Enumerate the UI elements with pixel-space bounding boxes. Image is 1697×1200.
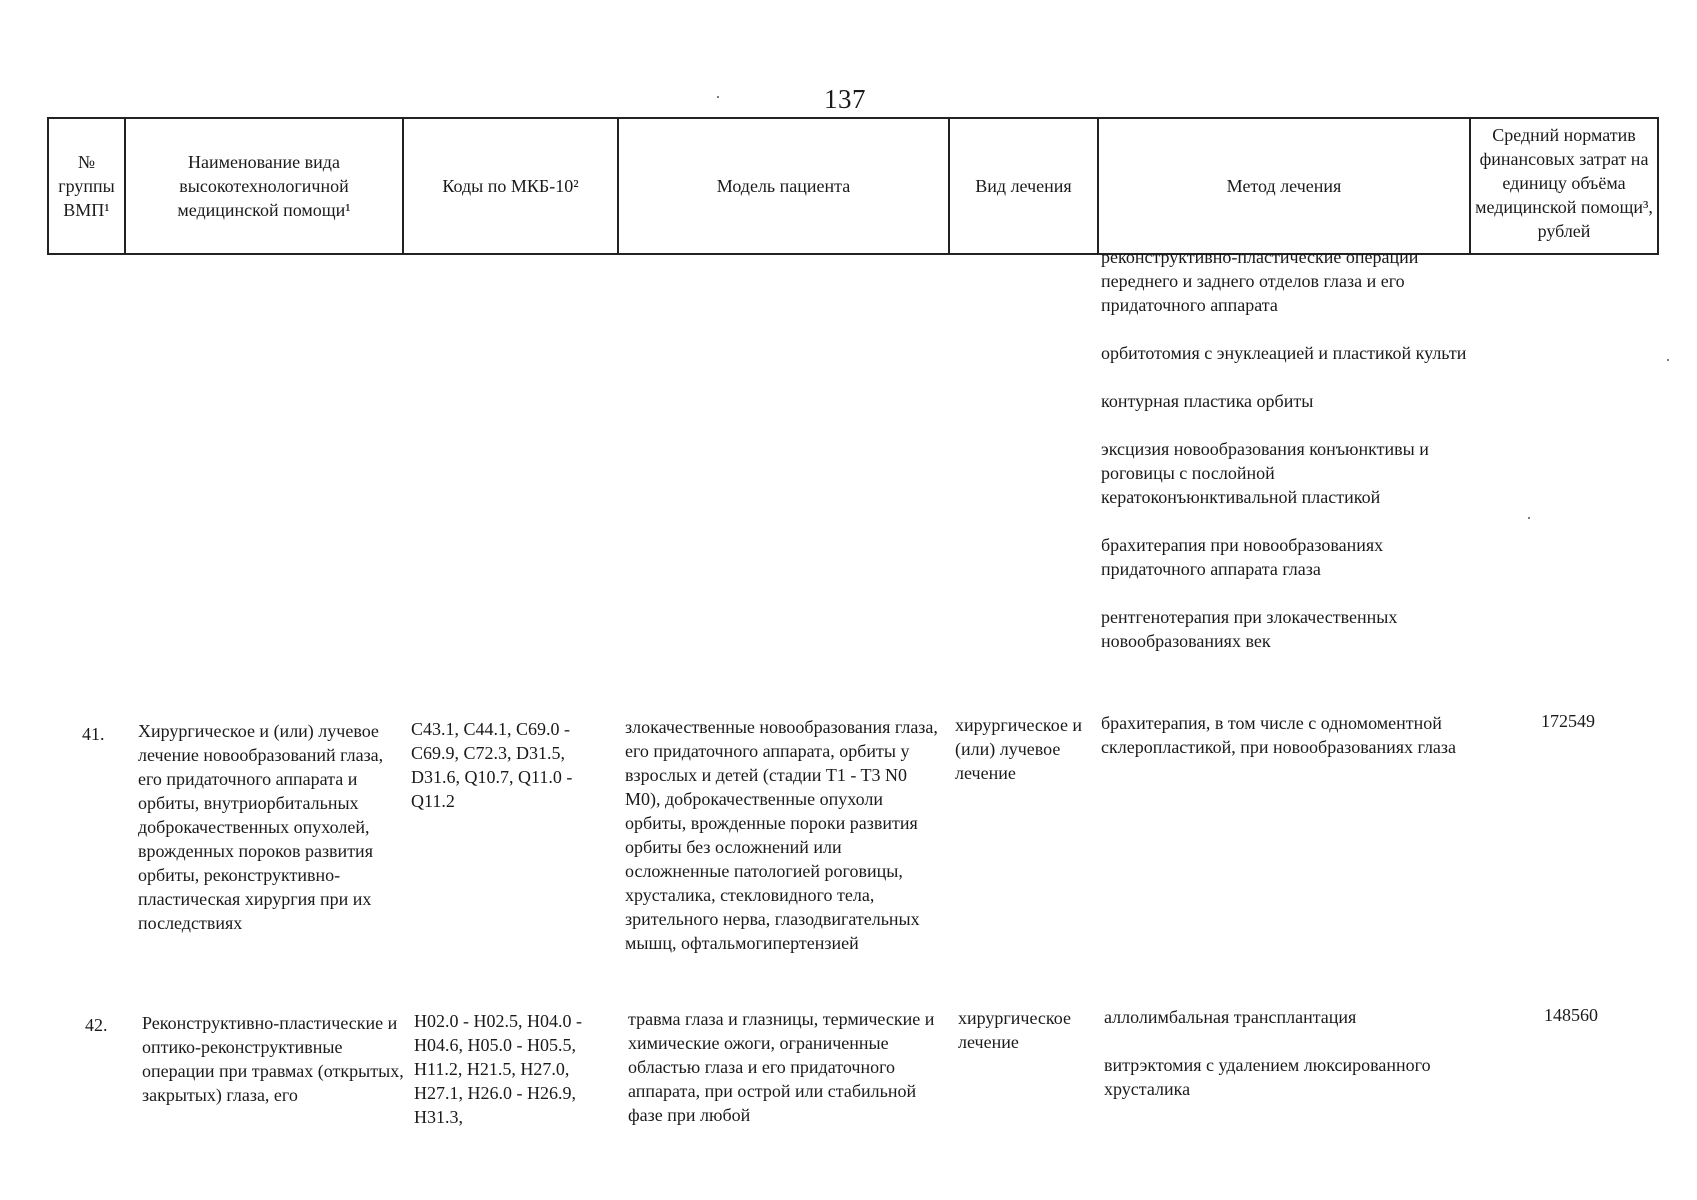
continuation-method-list: [1101, 245, 1471, 677]
row-42-icd-codes: H02.0 - H02.5, H04.0 - H04.6, H05.0 - H05.5, H11.2, H21.5, H27.0, H27.1, H26.0 - H26.9, H31.3,: [414, 1011, 582, 1127]
method-item: брахитерапия при новообразованиях придаточного аппарата глаза: [1101, 535, 1384, 579]
row-42-number: 42.: [85, 1015, 108, 1035]
header-treatment-method: Метод лечения: [1098, 118, 1470, 254]
header-patient-model: Модель пациента: [618, 118, 949, 254]
row-41-number: 41.: [82, 724, 105, 744]
header-icd-codes: Коды по МКБ-10²: [403, 118, 618, 254]
method-item: рентгенотерапия при злокачественных новообразованиях век: [1101, 607, 1398, 651]
header-group-number: № группы ВМП¹: [48, 118, 125, 254]
header-average-cost: Средний норматив финансовых затрат на единицу объёма медицинской помощи³, рублей: [1470, 118, 1658, 254]
method-item: витрэктомия с удалением люксированного хрусталика: [1104, 1055, 1431, 1099]
row-42-treatment-type: хирургическое лечение: [958, 1008, 1071, 1052]
scan-speck: [717, 96, 719, 98]
row-41-patient-model: злокачественные новообразования глаза, его придаточного аппарата, орбиты у взрослых и детей (стадии T1 - T3 N0 M0), доброкачественные опухоли орбиты, врожденные пороки развития орбиты без осложнений или осложненные патологией роговицы, хрусталика, стекловидного тела, зрительного нерва, глазодвигательных мышц, офтальмогипертензией: [625, 717, 938, 953]
method-item: контурная пластика орбиты: [1101, 391, 1314, 411]
row-42-patient-model: травма глаза и глазницы, термические и химические ожоги, ограниченные областью глаза и его придаточного аппарата, при острой или стабильной фазе при любой: [628, 1009, 935, 1125]
method-item: реконструктивно-пластические операции переднего и заднего отделов глаза и его придаточного аппарата: [1101, 247, 1419, 315]
scan-speck: [1667, 359, 1669, 361]
header-treatment-type: Вид лечения: [949, 118, 1098, 254]
method-item: аллолимбальная трансплантация: [1104, 1007, 1357, 1027]
scan-speck: [1528, 517, 1530, 519]
page-number: 137: [824, 84, 866, 114]
row-41-icd-codes: С43.1, С44.1, С69.0 - С69.9, С72.3, D31.5, D31.6, Q10.7, Q11.0 - Q11.2: [411, 719, 573, 811]
row-42-care-name: Реконструктивно-пластические и оптико-реконструктивные операции при травмах (открытых, закрытых) глаза, его: [142, 1013, 404, 1105]
method-item: эксцизия новообразования конъюнктивы и роговицы с послойной кератоконъюнктивальной пластикой: [1101, 439, 1429, 507]
row-41-care-name: Хирургическое и (или) лучевое лечение новообразований глаза, его придаточного аппарата и орбиты, внутриорбитальных доброкачественных опухолей, врожденных пороков развития орбиты, реконструктивно-пластическая хирургия при их последствиях: [138, 721, 384, 933]
row-42-cost: 148560: [1544, 1005, 1598, 1025]
table-header: [47, 117, 1659, 255]
method-item: брахитерапия, в том числе с одномоментной склеропластикой, при новообразованиях глаза: [1101, 713, 1457, 757]
row-41-method-list: [1101, 711, 1471, 783]
header-care-name: Наименование вида высокотехнологичной медицинской помощи¹: [125, 118, 403, 254]
row-41-treatment-type: хирургическое и (или) лучевое лечение: [955, 715, 1083, 783]
row-41-cost: 172549: [1541, 711, 1595, 731]
row-42-method-list: [1104, 1005, 1474, 1125]
method-item: орбитотомия с энуклеацией и пластикой культи: [1101, 343, 1467, 363]
